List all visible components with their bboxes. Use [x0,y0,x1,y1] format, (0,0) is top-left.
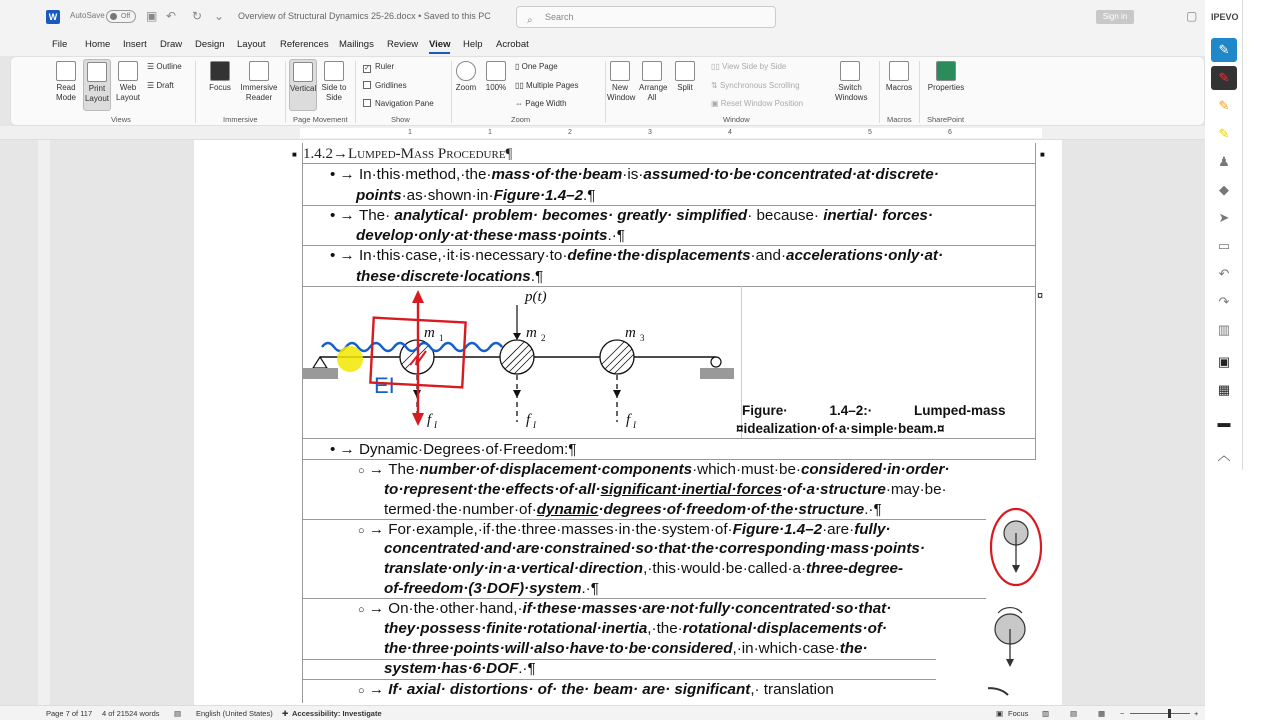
divider [879,61,880,123]
divider [355,61,356,123]
ruler-label: Ruler [375,62,395,71]
switch-windows-label: Switch Windows [835,83,868,102]
draft-button[interactable] [147,81,174,90]
table-row-line [302,163,1036,164]
sub-bullet-2: ○ → For·example,·if·the·three·masses·in·the·system·of·Figure·1.4–2·are·fully· [358,521,891,538]
bullet-paragraph-2: • → The· analytical· problem· becomes· greatly· simplified· because· inertial· forces· [330,207,933,224]
table-row-line [302,598,986,599]
tab-home[interactable]: Home [85,39,111,50]
menu-bar [0,34,1205,56]
navigation-pane-label: Navigation Pane [375,99,434,108]
toolbox-icon[interactable]: ▬ [1217,414,1231,430]
view-side-by-side-label: View Side by Side [722,62,787,71]
figure-caption-line-2: idealization·of·a·simple·beam.¤ [743,421,945,436]
sync-scrolling-label: Synchronous Scrolling [719,81,800,90]
load-arrowhead-icon [513,333,521,340]
switch-windows-icon [840,61,860,81]
ruler-checkbox[interactable] [363,62,394,73]
roller-support-icon [711,357,721,367]
web-layout-button[interactable] [115,61,141,103]
zoom-100-icon [486,61,506,81]
tab-view[interactable]: View [429,39,450,54]
side-by-side-icon: ▯▯ [711,62,723,71]
heading-arrow-icon: → [333,146,348,162]
mass-1-subscript: 1 [439,333,444,343]
ruler-tick: 3 [648,129,652,136]
navigation-pane-checkbox[interactable] [363,99,434,108]
bullet-paragraph-1: • → In·this·method,·the·mass·of·the·beam·is·assumed·to·be·concentrated·at·discrete· [330,166,939,183]
new-window-label: New Window [607,83,636,102]
one-page-label: One Page [521,62,558,71]
zoom-button[interactable] [453,61,479,93]
tab-draw[interactable]: Draw [160,39,183,50]
save-icon[interactable]: ▣ [146,9,158,23]
immersive-reader-label: Immersive Reader [240,83,278,102]
focus-button[interactable] [207,61,233,93]
collapse-icon[interactable]: ︿ [1217,447,1231,463]
heading-text: Lumped-Mass Procedure¶ [348,146,513,162]
print-layout-button[interactable] [83,59,111,111]
reset-window-label: Reset Window Position [720,99,804,108]
sync-scrolling-icon: ⇅ [711,81,720,90]
side-to-side-button[interactable] [319,61,349,103]
tab-mailings[interactable]: Mailings [339,39,374,50]
focus-status-icon[interactable]: ▣ [996,709,1004,718]
divider [285,61,286,123]
sub-bullet-3: ○ → On·the·other·hand,·if·these·masses·are·not·fully·concentrated·so·that· [358,600,892,617]
print-layout-icon [87,62,107,82]
redo-icon[interactable]: ↷ [1218,294,1230,309]
autosave-toggle[interactable]: Off [106,10,136,23]
sub-bullet-1-cont-2: termed·the·number·of·dynamic·degrees·of·freedom·of·the·structure.·¶ [384,501,882,518]
sub-bullet-1: ○ → The·number·of·displacement·components·which·must·be·considered·in·order· [358,461,950,478]
orange-marker-icon[interactable]: ✎ [1218,98,1230,113]
figure-caption-line-1: Figure· 1.4–2:· Lumped-mass [742,403,1006,418]
ruler-tick: 1 [408,129,412,136]
sub-bullet-2-cont-3: of-freedom·(3·DOF)·system.·¶ [384,580,599,597]
sync-scrolling-button[interactable] [711,81,800,90]
search-icon: ⌕ [527,15,533,26]
reset-window-icon: ▣ [711,99,721,108]
arrange-all-icon [642,61,662,81]
tab-help[interactable]: Help [463,39,483,50]
properties-icon [936,61,956,81]
immersive-reader-button[interactable] [237,61,281,103]
ipevo-toolbar [1205,0,1280,720]
figure-caption [742,403,1036,418]
views-group-label: Views [111,115,131,124]
figure-caption-2 [736,421,945,436]
accessibility-status[interactable]: Accessibility: Investigate [292,709,382,718]
web-layout-icon [118,61,138,81]
cell-end-marker-icon: ¤ [1037,290,1044,302]
new-window-icon [610,61,630,81]
customize-toolbar-icon[interactable]: ⌄ [214,9,225,23]
divider [451,61,452,123]
page-width-button[interactable] [515,99,567,108]
horizontal-ruler[interactable] [0,126,1205,140]
arrange-all-button[interactable] [639,61,668,103]
vertical-label: Vertical [290,84,317,93]
properties-label: Properties [927,83,965,92]
tab-review[interactable]: Review [387,39,419,50]
search-box[interactable] [516,6,776,28]
ruler-tick: 4 [728,129,732,136]
red-pen-icon[interactable]: ✎ [1211,66,1237,90]
section-heading [303,146,512,163]
figure-cursor-icon: ¤ [736,421,744,436]
zoom-slider[interactable] [1130,713,1190,714]
sharepoint-group-label: SharePoint [927,115,965,124]
sub-bullet-1-cont: to·represent·the·effects·of·all·significant·inertial·forces·of·a·structure·may·be· [384,481,947,498]
ruler-tick: 5 [868,129,872,136]
show-group-label: Show [391,115,410,124]
outline-icon: ☰ [147,62,157,71]
rotation-arc-3 [988,688,1008,705]
force-1-label: f [427,412,432,428]
table-row-line [302,205,1036,206]
immersive-reader-icon [249,61,269,81]
split-label: Split [677,83,693,92]
read-mode-status-icon[interactable]: ▥ [1042,709,1050,718]
force-1-subscript: I [434,420,437,430]
table-row-line [302,438,1036,439]
ruler-tick: 6 [948,129,952,136]
focus-label: Focus [209,83,231,92]
gridlines-label: Gridlines [375,81,407,90]
sketch-arrowhead-icon [1012,565,1020,573]
sub-bullet-3-cont-3: system·has·6·DOF.·¶ [384,660,536,677]
draft-icon: ☰ [147,81,157,90]
unchecked-icon [363,99,371,107]
restore-icon[interactable]: ▢ [1186,9,1198,23]
draft-label: Draft [156,81,174,90]
macros-label: Macros [885,83,913,92]
trash-icon[interactable]: ▥ [1217,322,1231,337]
web-layout-status-icon[interactable]: ▦ [1098,709,1106,718]
switch-windows-button[interactable] [835,61,868,103]
stamp-icon[interactable]: ♟ [1218,154,1230,169]
tab-acrobat[interactable]: Acrobat [496,39,529,50]
pointer-icon[interactable]: ➤ [1218,210,1230,225]
annotation-arrowhead-up-icon [412,290,424,303]
page-count[interactable]: Page 7 of 117 [46,709,93,718]
tab-layout[interactable]: Layout [237,39,266,50]
annotation-ei: EI [374,373,395,398]
rotation-arc [998,608,1022,613]
divider [919,61,920,123]
print-layout-status-icon[interactable]: ▤ [1070,709,1078,718]
status-bar [0,705,1205,720]
multiple-pages-label: Multiple Pages [526,81,579,90]
mass-3-subscript: 3 [640,333,645,343]
load-label: p(t) [525,289,547,305]
ruler-tick: 1 [488,129,492,136]
sub-bullet-3-cont: they·possess·finite·rotational·inertia,·the·rotational·displacements·of· [384,620,887,637]
highlighter-cursor-icon [337,346,363,372]
bullet-paragraph-3: • → In·this·case,·it·is·necessary·to·define·the·displacements·and·accelerations·only·at· [330,247,944,264]
mass-2-label: m [526,325,537,341]
annotation-arrowhead-down-icon [412,413,424,426]
bullet-paragraph-4: • → Dynamic·Degrees·of·Freedom:¶ [330,441,577,458]
side-to-side-icon [324,61,344,81]
title-bar [0,0,1205,34]
sub-bullet-4: ○ → If· axial· distortions· of· the· beam· are· significant,· translation [358,681,834,698]
table-row-line [302,459,1036,460]
word-logo-icon: W [46,10,60,24]
eraser-icon[interactable]: ◆ [1219,182,1229,197]
zoom-slider-thumb[interactable] [1168,709,1171,718]
sketch-arrowhead-icon [1006,659,1014,667]
arrowhead-icon [513,390,521,398]
vertical-button[interactable] [289,59,317,111]
arrange-all-label: Arrange All [639,83,668,102]
print-layout-label: Print Layout [84,84,110,103]
reset-window-button[interactable] [711,99,803,108]
tab-insert[interactable]: Insert [123,39,147,50]
word-count[interactable]: 4 of 21524 words [102,709,160,718]
autosave-label: AutoSave [70,11,105,20]
macros-button[interactable] [885,61,913,93]
macros-icon [889,61,909,81]
redo-icon[interactable]: ↻ [192,9,203,23]
briefcase-icon[interactable]: ▭ [1217,238,1231,253]
table-row-line [302,519,986,520]
table-row-line [302,679,936,680]
zoom-100-button[interactable] [483,61,509,93]
zoom-out-icon[interactable]: − [1120,709,1125,718]
pin-support-icon [313,357,327,368]
web-layout-label: Web Layout [115,83,141,102]
force-2-label: f [526,412,531,428]
mass-1-label: m [424,325,435,341]
zoom-100-label: 100% [485,83,507,92]
outline-button[interactable] [147,62,182,71]
macros-group-label: Macros [887,115,912,124]
ground-left [302,368,338,379]
search-placeholder: Search [545,12,574,22]
one-page-button[interactable] [515,62,558,71]
force-2-subscript: I [533,420,536,430]
new-window-button[interactable] [607,61,636,103]
page-width-label: Page Width [525,99,567,108]
magnifier-icon [456,61,476,81]
vertical-icon [293,62,313,82]
ipevo-tool-column [1205,0,1243,470]
tab-references[interactable]: References [280,39,329,50]
window-group-label: Window [723,115,750,124]
read-mode-button[interactable] [53,61,79,103]
mass-3-label: m [625,325,636,341]
zoom-group-label: Zoom [511,115,531,124]
gridlines-checkbox[interactable] [363,81,407,90]
vertical-ruler[interactable] [38,140,50,705]
bullet-paragraph-3-cont: these·discrete·locations.¶ [356,268,544,285]
heading-number: 1.4.2 [303,146,333,162]
multiple-pages-button[interactable] [515,81,579,90]
split-icon [675,61,695,81]
table-end-marker-icon: ■ [1040,150,1045,159]
ribbon [10,56,1205,126]
gallery-icon[interactable]: ▦ [1217,382,1231,397]
proofing-icon[interactable]: ▤ [174,709,182,718]
focus-status[interactable]: Focus [1008,709,1029,718]
read-mode-icon [56,61,76,81]
bullet-paragraph-2-cont: develop·only·at·these·mass·points.·¶ [356,227,625,244]
checked-icon: ✓ [364,65,370,72]
read-mode-label: Read Mode [55,83,76,102]
sub-bullet-2-cont: concentrated·and·are·constrained·so·that·the·corresponding·mass·points· [384,540,925,557]
undo-icon[interactable]: ↶ [166,9,177,23]
ruler-tick: 2 [568,129,572,136]
table-handle-icon[interactable]: ■ [292,150,297,159]
zoom-in-icon[interactable]: + [1194,709,1199,718]
immersive-group-label: Immersive [223,115,258,124]
mass-2-subscript: 2 [541,333,546,343]
undo-icon[interactable]: ↶ [1218,266,1230,281]
one-page-icon: ▯ [515,62,522,71]
bullet-paragraph-1-cont: points·as·shown·in·Figure·1.4–2.¶ [356,187,596,204]
sub-bullet-3-cont-2: the·three·points·will·also·have·to·be·considered,·in·which·case·the· [384,640,868,657]
language-status[interactable]: English (United States) [196,709,273,718]
tab-file[interactable]: File [52,39,68,50]
sub-bullet-2-cont-2: translate·only·in·a·vertical·direction,·this·would·be·called·a·three-degree- [384,560,904,577]
force-3-label: f [626,412,631,428]
screenshot-icon[interactable]: ▣ [1217,354,1231,369]
ipevo-logo: IPEVO [1211,12,1239,22]
document-title: Overview of Structural Dynamics 25-26.docx • Saved to this PC [238,11,491,21]
arrowhead-icon [613,390,621,398]
page-width-icon: ⇔ [515,99,526,108]
split-button[interactable] [673,61,697,93]
dynamic-dof-text: Dynamic·Degrees·of·Freedom:¶ [358,441,577,458]
unchecked-icon [363,81,371,89]
force-3-subscript: I [633,420,636,430]
pen-tool-icon[interactable]: ✎ [1211,38,1237,62]
outline-label: Outline [156,62,182,71]
inertial-force-arrows [417,375,617,422]
side-to-side-label: Side to Side [321,83,347,102]
properties-button[interactable] [925,61,967,93]
highlighter-icon[interactable]: ✎ [1218,126,1230,141]
multiple-pages-icon: ▯▯ [515,81,527,90]
lumped-mass-figure [302,287,742,438]
margin-sketches [988,505,1050,705]
view-side-by-side-button[interactable] [711,62,786,71]
sign-in-button[interactable]: Sign in [1096,10,1134,24]
page-movement-group-label: Page Movement [293,115,348,124]
divider [195,61,196,123]
ground-right [700,368,734,379]
divider [605,61,606,123]
focus-icon [210,61,230,81]
tab-design[interactable]: Design [195,39,225,50]
zoom-label: Zoom [455,83,477,92]
accessibility-icon: ✚ [282,709,289,718]
table-row-line [302,245,1036,246]
